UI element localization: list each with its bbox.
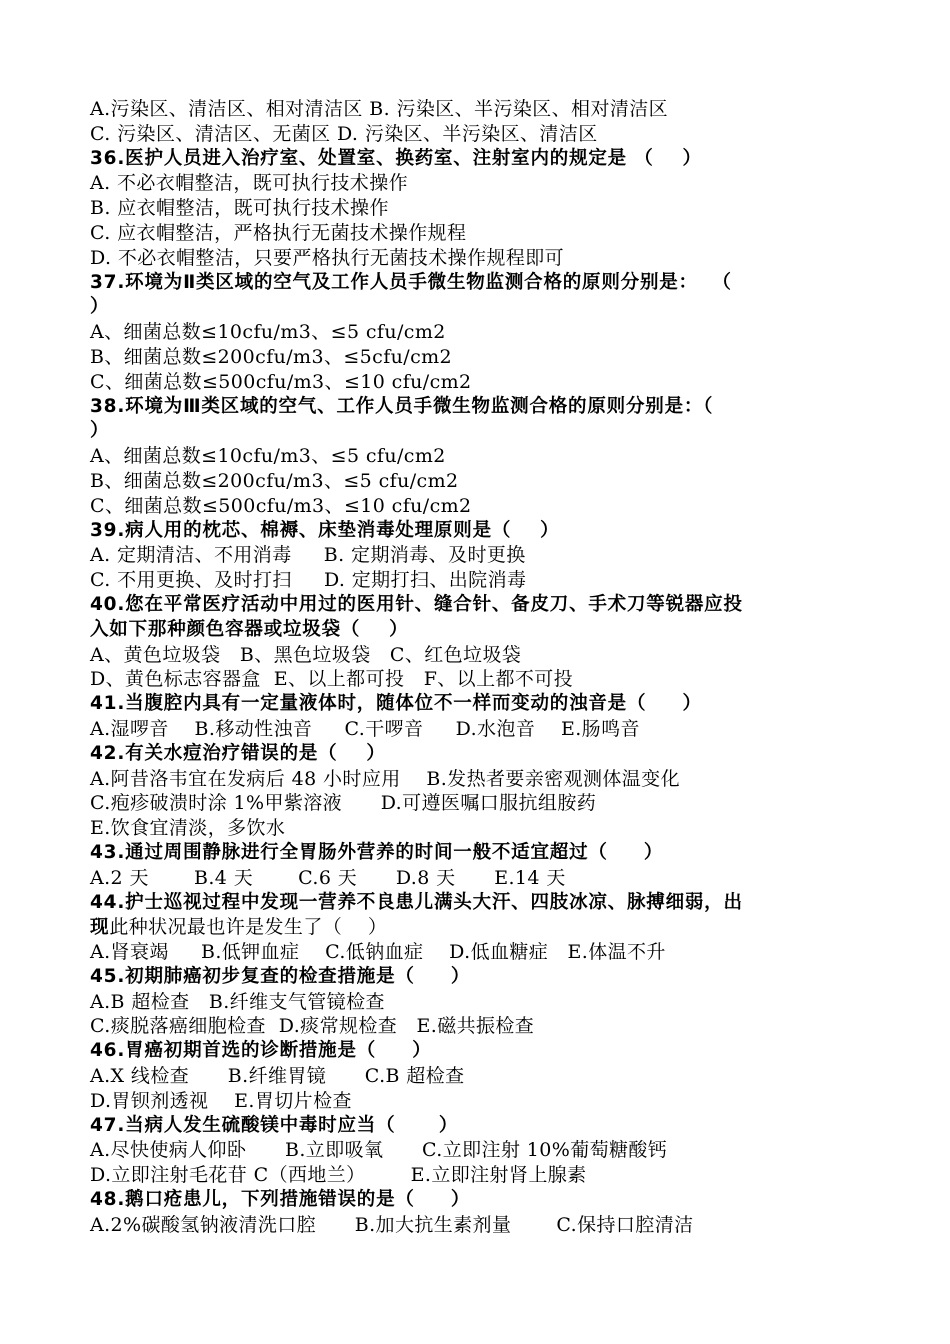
- question-line: ）: [90, 420, 110, 442]
- question-line: ）: [90, 296, 110, 318]
- question-line: 48.鹅口疮患儿，下列措施错误的是（ ）: [90, 1189, 471, 1211]
- option-line: A. 定期清洁、不用消毒 B. 定期消毒、及时更换: [90, 544, 526, 567]
- option-line: A.肾衰竭 B.低钾血症 C.低钠血症 D.低血糖症 E.体温不升: [90, 941, 666, 964]
- question-text: 此种状况最也许是发生了（ ）: [109, 916, 388, 939]
- exam-page: [90, 97, 870, 1238]
- question-line: 41.当腹腔内具有一定量液体时，随体位不一样而变动的浊音是（ ）: [90, 693, 702, 715]
- option-line: A.2 天 B.4 天 C.6 天 D.8 天 E.14 天: [90, 866, 566, 889]
- question-line: 46.胃癌初期首选的诊断措施是（ ）: [90, 1040, 432, 1062]
- option-line: B. 应衣帽整洁，既可执行技术操作: [90, 197, 389, 220]
- option-line: D、黄色标志容器盒 E、以上都可投 F、以上都不可投: [90, 668, 574, 691]
- option-line: C、细菌总数≤500cfu/m3、≤10 cfu/cm2: [90, 494, 472, 517]
- option-line: A.阿昔洛韦宜在发病后 48 小时应用 B.发热者要亲密观测体温变化: [90, 767, 680, 790]
- question-line: 42.有关水痘治疗错误的是（ ）: [90, 742, 386, 764]
- option-line: A. 不必衣帽整洁，既可执行技术操作: [90, 172, 409, 195]
- question-line: 39.病人用的枕芯、棉褥、床垫消毒处理原则是（ ）: [90, 519, 560, 541]
- option-line: A.2%碳酸氢钠液清洗口腔 B.加大抗生素剂量 C.保持口腔清洁: [90, 1213, 694, 1236]
- option-line: A.尽快使病人仰卧 B.立即吸氧 C.立即注射 10%葡萄糖酸钙: [90, 1139, 668, 1162]
- option-line: C.痰脱落癌细胞检查 D.痰常规检查 E.磁共振检查: [90, 1015, 535, 1038]
- question-line: 37.环境为Ⅱ类区域的空气及工作人员手微生物监测合格的原则分别是： （: [90, 271, 732, 293]
- option-line: A.B 超检查 B.纤维支气管镜检查: [90, 990, 385, 1013]
- question-line: 47.当病人发生硫酸镁中毒时应当（ ）: [90, 1114, 459, 1136]
- option-line: B、细菌总数≤200cfu/m3、≤5cfu/cm2: [90, 345, 453, 368]
- question-line: 入如下那种颜色容器或垃圾袋（ ）: [90, 618, 409, 640]
- question-line: 43.通过周围静脉进行全胃肠外营养的时间一般不适宜超过（ ）: [90, 841, 664, 863]
- option-line: [90, 915, 870, 940]
- question-line: 40.您在平常医疗活动中用过的医用针、缝合针、备皮刀、手术刀等锐器应投: [90, 593, 743, 615]
- question-line: 38.环境为Ⅲ类区域的空气、工作人员手微生物监测合格的原则分别是：（: [90, 395, 714, 417]
- option-line: C、细菌总数≤500cfu/m3、≤10 cfu/cm2: [90, 370, 472, 393]
- question-line: 44.护士巡视过程中发现一营养不良患儿满头大汗、四肢冰凉、脉搏细弱，出: [90, 891, 743, 913]
- option-line: D.立即注射毛花苷 C（西地兰） E.立即注射肾上腺素: [90, 1164, 587, 1187]
- option-line: B、细菌总数≤200cfu/m3、≤5 cfu/cm2: [90, 469, 459, 492]
- option-line: A.污染区、清洁区、相对清洁区 B. 污染区、半污染区、相对清洁区: [90, 98, 669, 120]
- question-line: 36.医护人员进入治疗室、处置室、换药室、注射室内的规定是 （ ）: [90, 147, 702, 169]
- option-line: A、黄色垃圾袋 B、黑色垃圾袋 C、红色垃圾袋: [90, 643, 522, 666]
- option-line: A.X 线检查 B.纤维胃镜 C.B 超检查: [90, 1065, 465, 1088]
- option-line: E.饮食宜清淡，多饮水: [90, 817, 286, 840]
- option-line: A.湿啰音 B.移动性浊音 C.干啰音 D.水泡音 E.肠鸣音: [90, 717, 640, 740]
- option-line: C. 应衣帽整洁，严格执行无菌技术操作规程: [90, 221, 467, 244]
- option-line: A、细菌总数≤10cfu/m3、≤5 cfu/cm2: [90, 321, 446, 344]
- option-line: D. 不必衣帽整洁，只要严格执行无菌技术操作规程即可: [90, 246, 565, 269]
- question-line: 45.初期肺癌初步复查的检查措施是（ ）: [90, 965, 471, 987]
- question-fragment: 现: [90, 917, 110, 939]
- option-line: D.胃钡剂透视 E.胃切片检查: [90, 1089, 352, 1112]
- option-line: C. 污染区、清洁区、无菌区 D. 污染区、半污染区、清洁区: [90, 122, 598, 145]
- option-line: C.疱疹破溃时涂 1%甲紫溶液 D.可遵医嘱口服抗组胺药: [90, 792, 597, 815]
- option-line: C. 不用更换、及时打扫 D. 定期打扫、出院消毒: [90, 569, 527, 592]
- option-line: A、细菌总数≤10cfu/m3、≤5 cfu/cm2: [90, 445, 446, 468]
